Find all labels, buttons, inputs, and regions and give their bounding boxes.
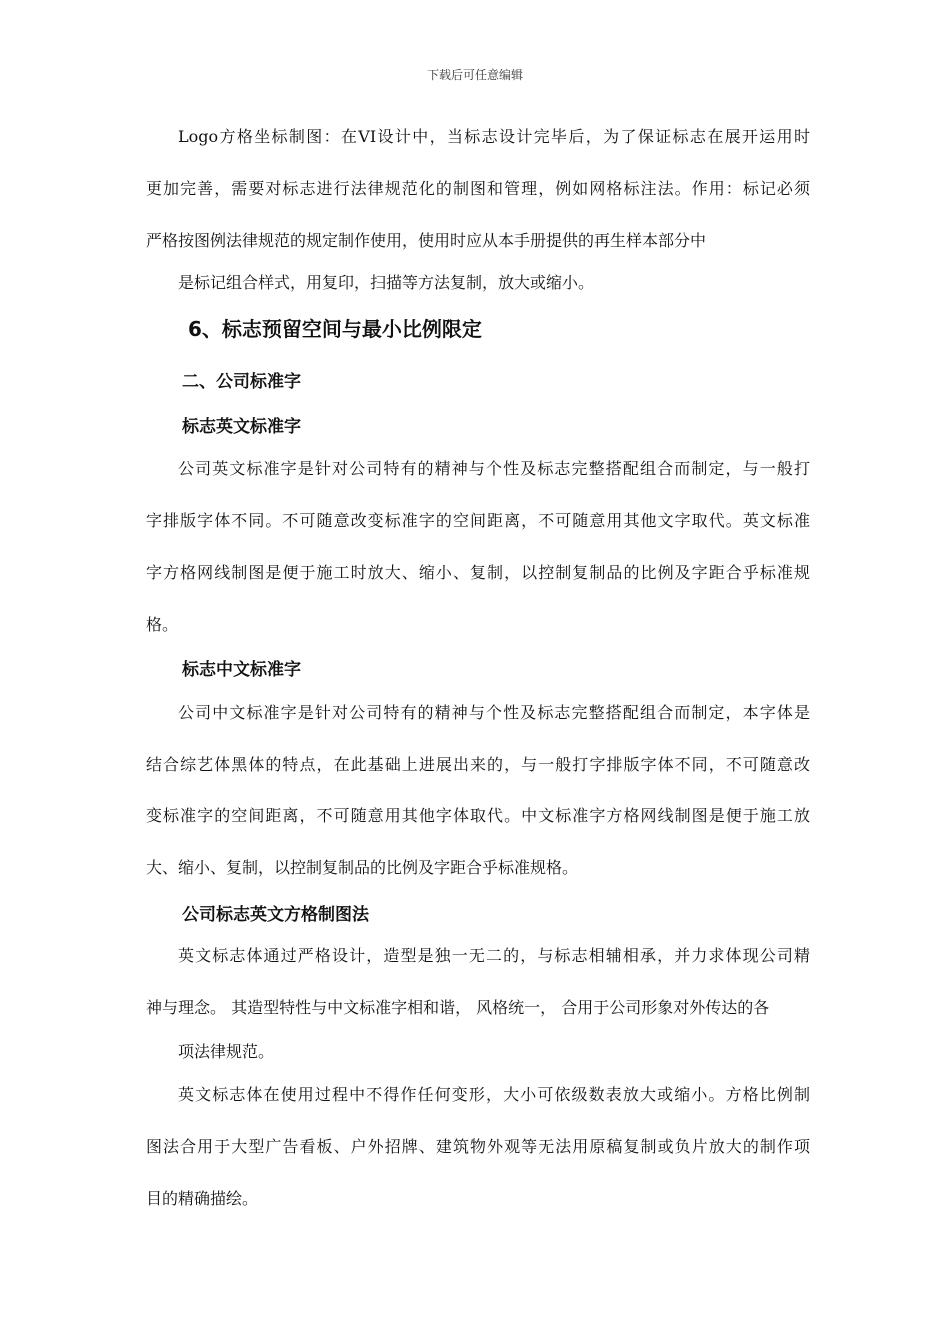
paragraph-line: 目的精确描绘。 [146,1189,259,1208]
paragraph-line: 更加完善，需要对标志进行法律规范化的制图和管理，例如网格标注法。作用：标记必须 [146,179,810,198]
paragraph-line: 格。 [146,615,179,634]
paragraph-line: 项法律规范。 [178,1042,275,1061]
paragraph-line: Logo方格坐标制图：在VI设计中，当标志设计完毕后，为了保证标志在展开运用时 [178,127,810,146]
paragraph-line: 大、缩小、复制，以控制复制品的比例及字距合乎标准规格。 [146,858,579,877]
heading-section: 二、公司标准字 [182,372,301,392]
paragraph-line: 神与理念。 其造型特性与中文标准字相和谐， 风格统一， 合用于公司形象对外传达的各 [146,998,770,1017]
paragraph-line: 是标记组合样式，用复印，扫描等方法复制，放大或缩小。 [178,273,595,292]
paragraph-line: 公司英文标准字是针对公司特有的精神与个性及标志完整搭配组合而制定，与一般打 [178,459,810,478]
heading-chinese-standard: 标志中文标准字 [182,660,301,680]
paragraph-line: 变标准字的空间距离，不可随意用其他字体取代。中文标准字方格网线制图是便于施工放 [146,806,810,825]
paragraph-line: 英文标志体在使用过程中不得作任何变形，大小可依级数表放大或缩小。方格比例制 [178,1085,810,1104]
heading-english-standard: 标志英文标准字 [182,417,301,437]
paragraph-line: 公司中文标准字是针对公司特有的精神与个性及标志完整搭配组合而制定，本字体是 [178,703,810,722]
paragraph-line: 字排版字体不同。不可随意改变标准字的空间距离，不可随意用其他文字取代。英文标准 [146,511,810,530]
paragraph-line: 字方格网线制图是便于施工时放大、缩小、复制，以控制复制品的比例及字距合乎标准规 [146,563,810,582]
page-header: 下载后可任意编辑 [426,68,523,82]
paragraph-line: 严格按图例法律规范的规定制作使用，使用时应从本手册提供的再生样本部分中 [146,231,707,250]
paragraph-line: 英文标志体通过严格设计，造型是独一无二的，与标志相辅相承，并力求体现公司精 [178,946,810,965]
heading-english-grid: 公司标志英文方格制图法 [182,905,369,925]
paragraph-line: 结合综艺体黑体的特点，在此基础上进展出来的，与一般打字排版字体不同，不可随意改 [146,755,810,774]
paragraph-line: 图法合用于大型广告看板、户外招牌、建筑物外观等无法用原稿复制或负片放大的制作项 [146,1137,810,1156]
heading-main: 6、标志预留空间与最小比例限定 [188,317,482,341]
